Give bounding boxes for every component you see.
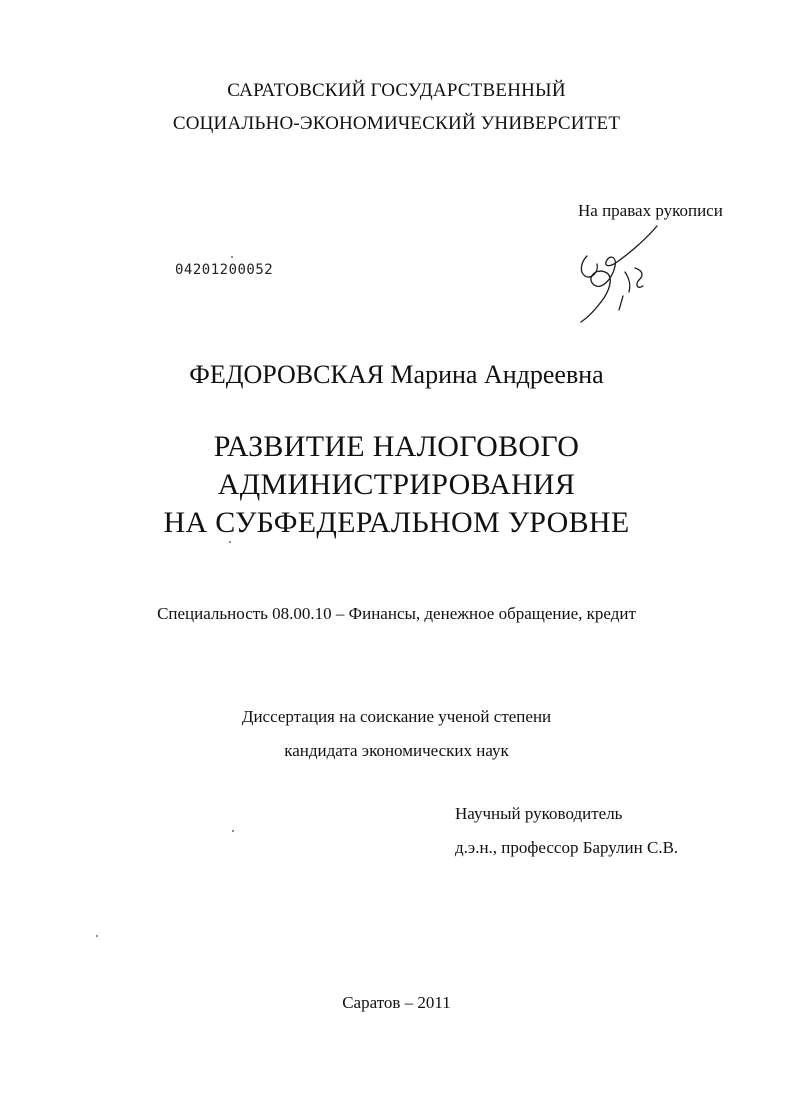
- specialty: Специальность 08.00.10 – Финансы, денежное обращение, кредит: [157, 604, 636, 623]
- supervisor-name: д.э.н., профессор Барулин С.В.: [455, 838, 679, 857]
- scan-speck: [229, 541, 231, 543]
- scan-speck: [232, 830, 234, 832]
- dissertation-title: [0, 428, 793, 542]
- degree-line-2: кандидата экономических наук: [284, 741, 509, 760]
- scan-speck: [231, 256, 233, 258]
- document-code: 04201200052: [175, 262, 274, 278]
- title-line-2: АДМИНИСТРИРОВАНИЯ: [217, 468, 576, 501]
- university-name: [0, 74, 793, 140]
- manuscript-note: На правах рукописи: [578, 201, 723, 220]
- university-line-2: СОЦИАЛЬНО-ЭКОНОМИЧЕСКИЙ УНИВЕРСИТЕТ: [172, 113, 621, 134]
- degree-statement: [0, 700, 793, 768]
- city-year: Саратов – 2011: [342, 993, 451, 1012]
- degree-line-1: Диссертация на соискание ученой степени: [241, 707, 552, 726]
- title-line-1: РАЗВИТИЕ НАЛОГОВОГО: [213, 430, 580, 463]
- supervisor-block: [455, 797, 678, 865]
- author-name: ФЕДОРОВСКАЯ Марина Андреевна: [189, 360, 604, 389]
- signature: [565, 222, 675, 327]
- university-line-1: САРАТОВСКИЙ ГОСУДАРСТВЕННЫЙ: [227, 80, 566, 101]
- title-line-3: НА СУБФЕДЕРАЛЬНОМ УРОВНЕ: [163, 506, 630, 539]
- supervisor-label: Научный руководитель: [455, 804, 623, 823]
- scan-speck: [96, 935, 98, 937]
